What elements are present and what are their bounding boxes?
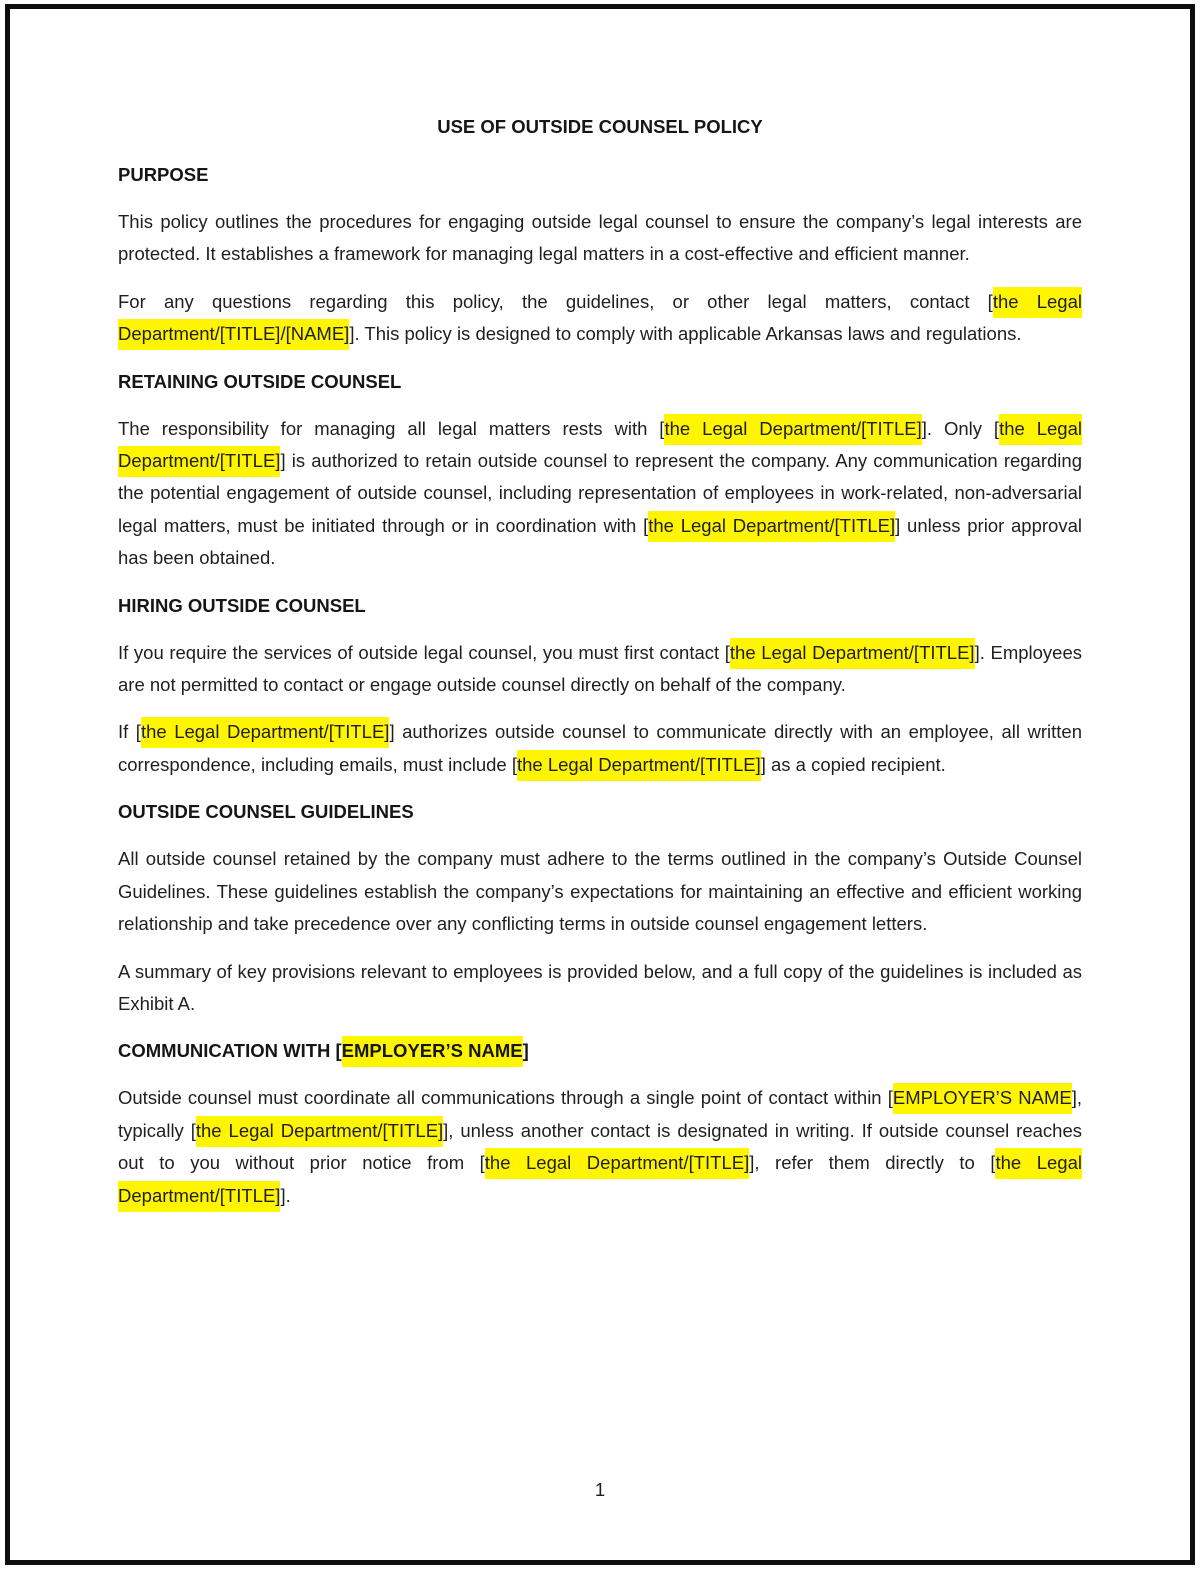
document-body — [118, 111, 1082, 1227]
text-run: ]. Only [ — [921, 417, 1000, 439]
highlighted-placeholder: EMPLOYER’S NAME — [893, 1083, 1072, 1114]
text-run: ] is authorized to retain outside counsel to represent the company. Any communication regarding the potential engagement of outside counsel, including representation of employees in work-related, non-adversarial legal matters, must be initiated through or in coordination with [ — [118, 450, 1082, 536]
highlighted-placeholder: the Legal Department/[TITLE] — [485, 1148, 749, 1179]
text-run: ], refer them directly to [ — [749, 1152, 996, 1174]
text-run: ]. This policy is designed to comply with applicable Arkansas laws and regulations. — [349, 323, 1022, 345]
hiring-paragraph-2 — [118, 716, 1082, 781]
guidelines-paragraph-2: A summary of key provisions relevant to employees is provided below, and a full copy of the guidelines is included as Exhibit A. — [118, 960, 1082, 1014]
document-title: USE OF OUTSIDE COUNSEL POLICY — [437, 116, 763, 137]
text-run: For any questions regarding this policy, the guidelines, or other legal matters, contact [ — [118, 290, 993, 312]
section-heading-retaining-outside-counsel: RETAINING OUTSIDE COUNSEL — [118, 370, 402, 392]
text-run: The responsibility for managing all legal matters rests with [ — [118, 417, 665, 439]
highlighted-placeholder: the Legal Department/[TITLE] — [141, 717, 389, 748]
section-heading-hiring-outside-counsel: HIRING OUTSIDE COUNSEL — [118, 594, 366, 616]
highlighted-placeholder: the Legal Department/[TITLE] — [118, 414, 1082, 477]
text-run: COMMUNICATION WITH [ — [118, 1040, 342, 1062]
text-run: ], unless another contact is designated in writing. If outside counsel reaches out to you without prior notice from [ — [118, 1119, 1082, 1174]
highlighted-placeholder: the Legal Department/[TITLE]/[NAME] — [118, 287, 1082, 350]
section-heading-purpose: PURPOSE — [118, 164, 209, 185]
communication-paragraph-1 — [118, 1082, 1082, 1212]
highlighted-placeholder: the Legal Department/[TITLE] — [648, 511, 895, 542]
text-run: If you require the services of outside legal counsel, you must first contact [ — [118, 641, 730, 663]
text-run: Outside counsel must coordinate all communications through a single point of contact within [ — [118, 1087, 893, 1109]
highlighted-placeholder: the Legal Department/[TITLE] — [664, 414, 921, 445]
text-run: If [ — [118, 721, 141, 743]
highlighted-placeholder: the Legal Department/[TITLE] — [118, 1148, 1082, 1211]
text-run: ], typically [ — [118, 1087, 1082, 1141]
page-number: 1 — [594, 1479, 606, 1500]
purpose-paragraph-1: This policy outlines the procedures for engaging outside legal counsel to ensure the company’s legal interests are protected. It establishes a framework for managing legal matters in a cost-effective and efficient manner. — [118, 211, 1082, 265]
guidelines-paragraph-1: All outside counsel retained by the company must adhere to the terms outlined in the company’s Outside Counsel Guidelines. These guidelines establish the company’s expectations for maintaining an effective and efficient working relationship and take precedence over any conflicting terms in outside counsel engagement letters. — [118, 848, 1082, 935]
retaining-paragraph-1 — [118, 413, 1082, 575]
purpose-paragraph-2 — [118, 286, 1082, 351]
text-run: ] as a copied recipient. — [760, 753, 946, 775]
text-run: ] — [522, 1040, 529, 1062]
highlighted-placeholder: EMPLOYER’S NAME — [342, 1036, 523, 1067]
section-heading-outside-counsel-guidelines: OUTSIDE COUNSEL GUIDELINES — [118, 801, 414, 823]
text-run: ] authorizes outside counsel to communicate directly with an employee, all written correspondence, including emails, must include [ — [118, 721, 1082, 775]
text-run: ]. — [280, 1184, 291, 1206]
highlighted-placeholder: the Legal Department/[TITLE] — [196, 1116, 443, 1147]
highlighted-placeholder: the Legal Department/[TITLE] — [517, 750, 761, 781]
highlighted-placeholder: the Legal Department/[TITLE] — [730, 638, 975, 669]
text-run: ]. Employees are not permitted to contact or engage outside counsel directly on behalf of the company. — [118, 641, 1082, 696]
hiring-paragraph-1 — [118, 637, 1082, 702]
text-run: ] unless prior approval has been obtained. — [118, 514, 1082, 569]
section-heading-communication-with-employer — [118, 1035, 1082, 1067]
